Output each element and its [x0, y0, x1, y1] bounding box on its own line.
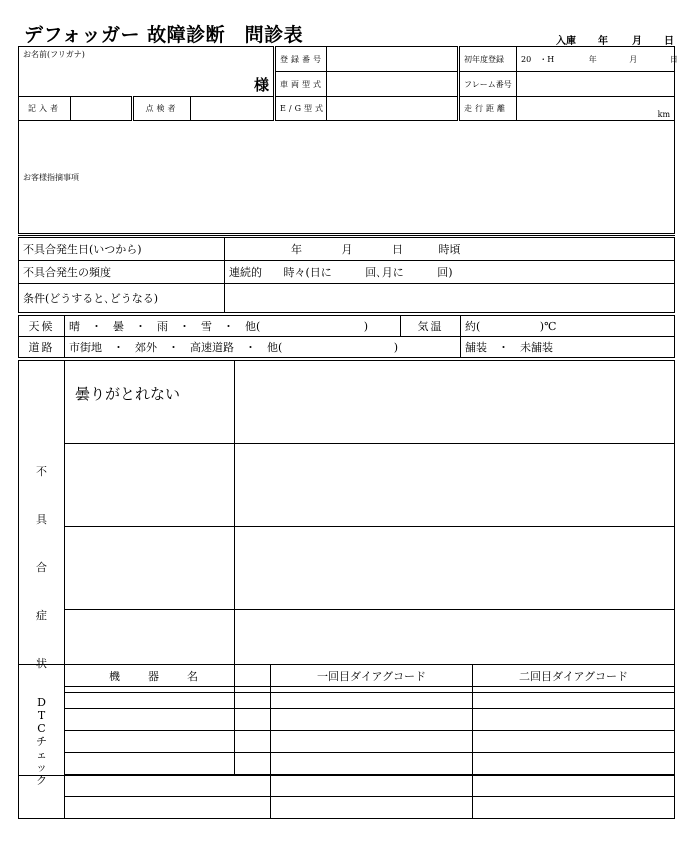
- road-options-text: 市街地 ・ 郊外 ・ 高速道路 ・ 他(: [69, 341, 283, 354]
- date-month: 月: [341, 243, 353, 256]
- temperature-label: 気温: [401, 316, 461, 337]
- frequency-field[interactable]: [225, 261, 675, 284]
- weather-options-text: 晴 ・ 曇 ・ 雨 ・ 雪 ・ 他(: [69, 320, 261, 333]
- entry-year-label: 年: [598, 36, 608, 47]
- dtc-first-code-cell[interactable]: [271, 775, 473, 797]
- dtc-row: [19, 775, 675, 797]
- dtc-first-code-cell[interactable]: [271, 797, 473, 819]
- inspected-by-label: 点検者: [133, 97, 191, 121]
- dtc-second-code-cell[interactable]: [473, 775, 675, 797]
- frame-no-field[interactable]: [517, 72, 675, 97]
- dtc-device-cell[interactable]: [65, 775, 271, 797]
- weather-label: 天候: [19, 316, 65, 337]
- times-end: 回): [437, 266, 453, 279]
- occurrence-date-label: 不具合発生日(いつから): [19, 238, 225, 261]
- first-registration-label: 初年度登録: [459, 47, 517, 72]
- dtc-device-cell[interactable]: [65, 687, 271, 709]
- dtc-first-code-cell[interactable]: [271, 709, 473, 731]
- condition-label: 条件(どうすると､どうなる): [19, 284, 225, 313]
- inspected-by-field[interactable]: [191, 97, 275, 121]
- frame-no-label: フレーム番号: [459, 72, 517, 97]
- symptoms-char: 合: [36, 561, 47, 574]
- symptom-item[interactable]: 曇りがとれない: [65, 361, 235, 444]
- dtc-table: [18, 664, 675, 819]
- dtc-device-cell[interactable]: [65, 731, 271, 753]
- customer-request-field[interactable]: [19, 121, 675, 235]
- dtc-char: チ: [36, 735, 47, 748]
- dtc-device-cell[interactable]: [65, 797, 271, 819]
- condition-field[interactable]: [225, 284, 675, 313]
- vehicle-info-table: [18, 46, 678, 236]
- entered-by-field[interactable]: [71, 97, 133, 121]
- symptoms-char: 不: [36, 465, 47, 478]
- dtc-second-code-cell[interactable]: [473, 709, 675, 731]
- road-close: ): [393, 341, 399, 354]
- dtc-label: [19, 665, 65, 819]
- date-year: 年: [291, 243, 302, 256]
- date-day: 日: [392, 243, 403, 256]
- symptoms-char: 症: [36, 609, 47, 622]
- symptom-item[interactable]: [65, 527, 235, 610]
- symptoms-char: 状: [36, 657, 47, 670]
- dtc-char: C: [37, 722, 46, 735]
- dtc-char: ク: [36, 774, 47, 787]
- km-unit: km: [657, 110, 671, 119]
- weather-close: ): [363, 320, 369, 333]
- dtc-char: ッ: [36, 761, 47, 774]
- customer-name-field[interactable]: [19, 47, 275, 97]
- road-label: 道路: [19, 337, 65, 358]
- road-options[interactable]: [65, 337, 461, 358]
- mileage-label: 走行距離: [459, 97, 517, 121]
- occurrence-date-field[interactable]: [225, 238, 675, 261]
- vehicle-model-field[interactable]: [327, 72, 459, 97]
- dtc-second-code-cell[interactable]: [473, 753, 675, 775]
- first-registration-field[interactable]: [517, 47, 678, 72]
- first-reg-month: 月: [629, 54, 638, 64]
- dtc-char: D: [37, 696, 46, 709]
- dtc-row: [19, 753, 675, 775]
- environment-table: [18, 315, 675, 358]
- entered-by-label: 記入者: [19, 97, 71, 121]
- date-time: 時頃: [438, 243, 461, 256]
- dtc-row: [19, 797, 675, 819]
- temperature-open: 約(: [465, 320, 481, 333]
- dtc-row: [19, 709, 675, 731]
- engine-model-field[interactable]: [327, 97, 459, 121]
- customer-request-label: お客様指摘事項: [23, 172, 79, 182]
- first-reg-era: 20 ・H: [521, 54, 555, 64]
- dtc-row: [19, 731, 675, 753]
- dtc-second-code-cell[interactable]: [473, 797, 675, 819]
- dtc-second-code-cell[interactable]: [473, 687, 675, 709]
- sama-label: 様: [254, 76, 270, 94]
- pavement-text: 舗装 ・ 未舗装: [465, 341, 553, 354]
- engine-model-label: E/G型式: [275, 97, 327, 121]
- registration-no-label: 登録番号: [275, 47, 327, 72]
- symptom-detail[interactable]: [235, 361, 675, 444]
- frequency-label: 不具合発生の頻度: [19, 261, 225, 284]
- mileage-field[interactable]: [517, 97, 675, 121]
- form-title: デフォッガー 故障診断 問診表: [24, 24, 304, 46]
- sometimes-option: 時々(日に: [283, 266, 332, 279]
- dtc-char: T: [37, 709, 46, 722]
- dtc-first-code-cell[interactable]: [271, 753, 473, 775]
- first-diag-code-header: 一回目ダイアグコード: [271, 665, 473, 687]
- symptom-item[interactable]: [65, 444, 235, 527]
- temperature-unit: )℃: [539, 320, 557, 333]
- device-name-header: 機器名: [65, 665, 271, 687]
- entry-day-label: 日: [664, 36, 674, 47]
- times-month: 回､月に: [365, 266, 404, 279]
- temperature-field[interactable]: [461, 316, 675, 337]
- vehicle-model-label: 車両型式: [275, 72, 327, 97]
- dtc-first-code-cell[interactable]: [271, 731, 473, 753]
- registration-no-field[interactable]: [327, 47, 459, 72]
- dtc-first-code-cell[interactable]: [271, 687, 473, 709]
- dtc-row: [19, 687, 675, 709]
- weather-options[interactable]: [65, 316, 401, 337]
- continuous-option: 連続的: [229, 266, 262, 279]
- dtc-device-cell[interactable]: [65, 709, 271, 731]
- symptom-detail[interactable]: [235, 444, 675, 527]
- dtc-device-cell[interactable]: [65, 753, 271, 775]
- entry-label: 入庫: [556, 36, 576, 47]
- dtc-char: ェ: [36, 748, 47, 761]
- symptom-detail[interactable]: [235, 527, 675, 610]
- occurrence-table: [18, 237, 675, 313]
- entry-month-label: 月: [632, 36, 642, 47]
- first-reg-year: 年: [588, 54, 597, 64]
- second-diag-code-header: 二回目ダイアグコード: [473, 665, 675, 687]
- pavement-options[interactable]: [461, 337, 675, 358]
- dtc-second-code-cell[interactable]: [473, 731, 675, 753]
- symptoms-char: 具: [36, 513, 47, 526]
- first-reg-day: 日: [669, 54, 678, 64]
- customer-name-label: お名前(フリガナ): [23, 50, 85, 59]
